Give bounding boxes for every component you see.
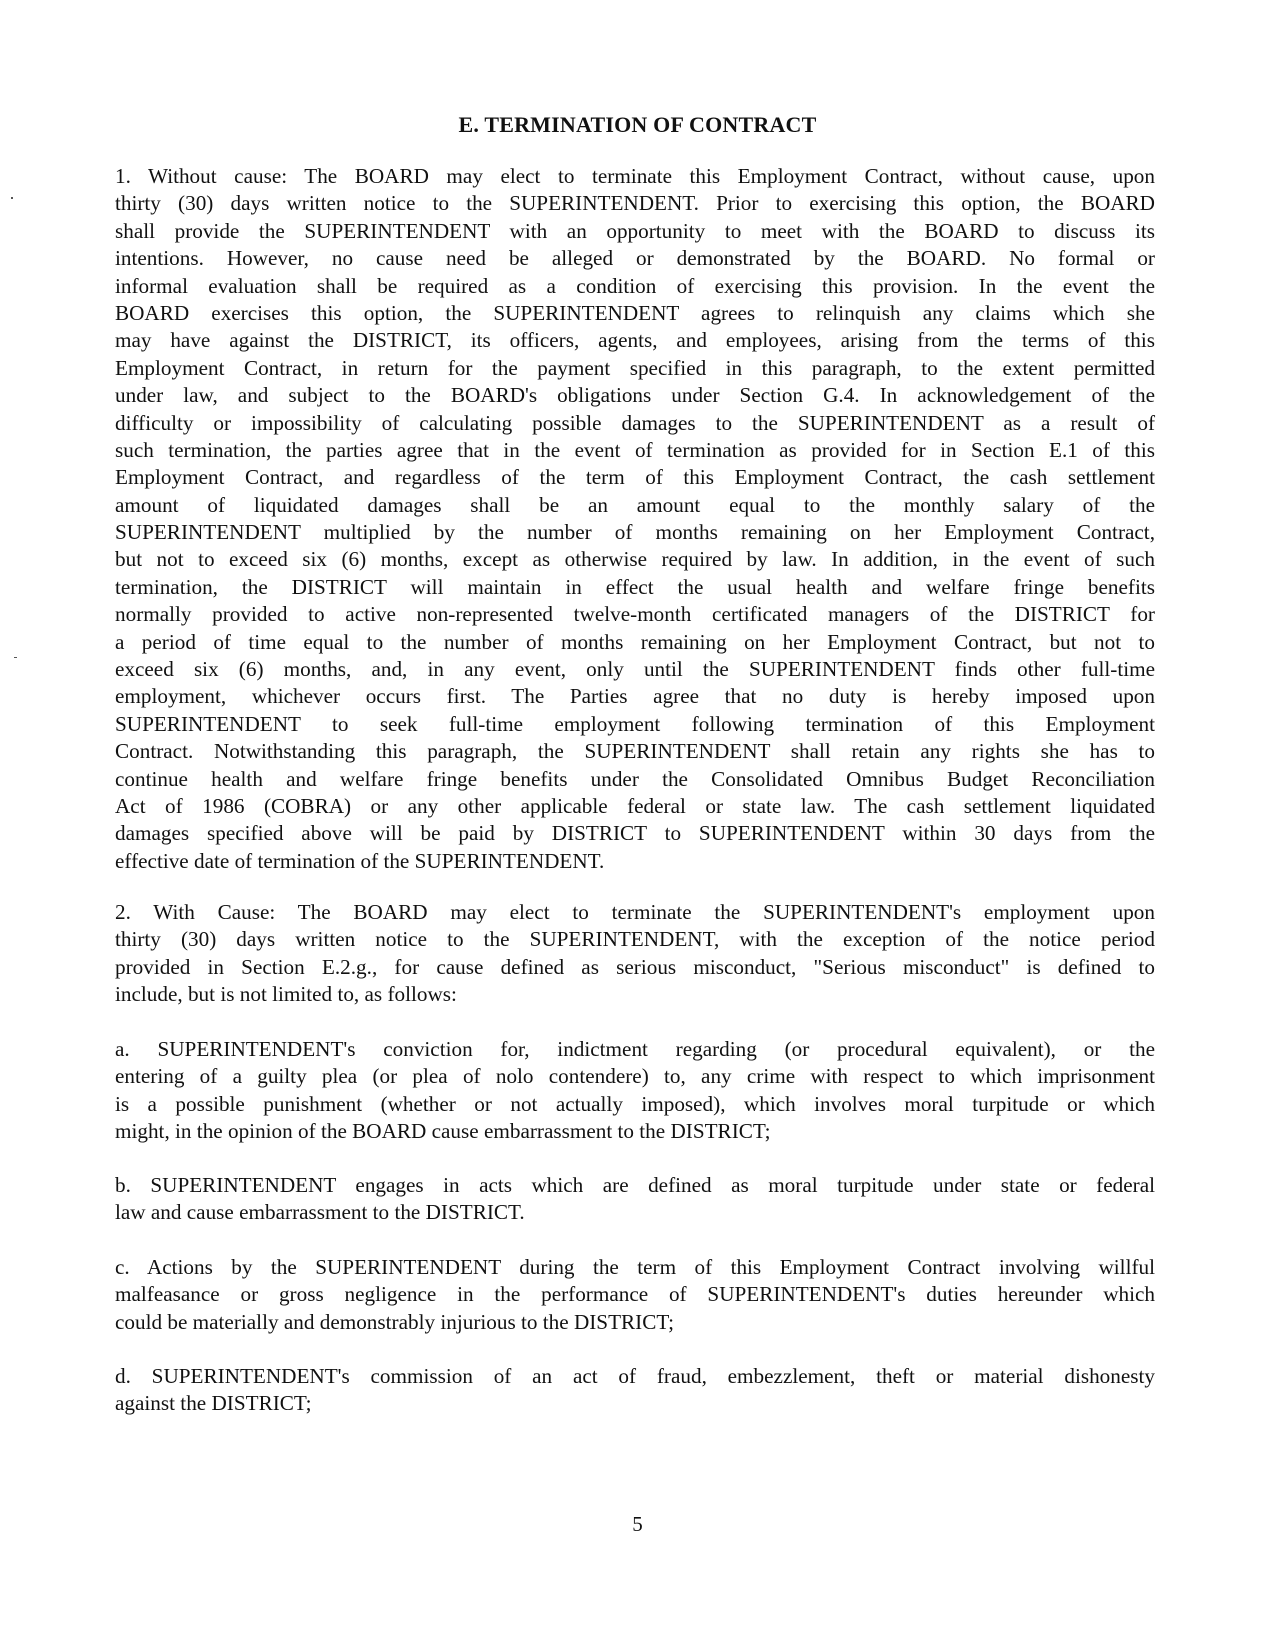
list-item-b — [115, 1172, 1155, 1227]
text-line: Act of 1986 (COBRA) or any other applicable federal or state law. The cash settlement liquidated — [115, 793, 1155, 818]
text-line: normally provided to active non-represented twelve-month certificated managers of the DISTRICT for — [115, 602, 1155, 627]
text-line: malfeasance or gross negligence in the performance of SUPERINTENDENT's duties hereunder which — [115, 1282, 1155, 1307]
text-line: under law, and subject to the BOARD's obligations under Section G.4. In acknowledgement of the — [115, 383, 1155, 408]
text-line: intentions. However, no cause need be alleged or demonstrated by the BOARD. No formal or — [115, 246, 1155, 271]
text-line: 2. With Cause: The BOARD may elect to terminate the SUPERINTENDENT's employment upon — [115, 900, 1155, 924]
text-line: thirty (30) days written notice to the SUPERINTENDENT, with the exception of the notice period — [115, 927, 1155, 952]
text-line: difficulty or impossibility of calculating possible damages to the SUPERINTENDENT as a result of — [115, 410, 1155, 435]
text-line: SUPERINTENDENT multiplied by the number of months remaining on her Employment Contract, — [115, 520, 1155, 545]
text-line: could be materially and demonstrably injurious to the DISTRICT; — [115, 1309, 675, 1334]
text-line: continue health and welfare fringe benefits under the Consolidated Omnibus Budget Reconciliation — [115, 766, 1155, 791]
text-line: Contract. Notwithstanding this paragraph, the SUPERINTENDENT shall retain any rights she has to — [115, 739, 1155, 764]
text-line: a period of time equal to the number of months remaining on her Employment Contract, but not to — [115, 629, 1155, 654]
text-line: amount of liquidated damages shall be an amount equal to the monthly salary of the — [115, 492, 1155, 517]
page-number: 5 — [632, 1512, 643, 1536]
list-item-c — [115, 1254, 1155, 1336]
list-item-a — [115, 1036, 1155, 1146]
section-heading: E. TERMINATION OF CONTRACT — [458, 112, 817, 137]
text-line: termination, the DISTRICT will maintain in effect the usual health and welfare fringe benefits — [115, 574, 1155, 599]
text-line: against the DISTRICT; — [115, 1391, 312, 1416]
text-line: effective date of termination of the SUPERINTENDENT. — [115, 848, 605, 873]
text-line: employment, whichever occurs first. The Parties agree that no duty is hereby imposed upon — [115, 684, 1155, 709]
text-line: Employment Contract, in return for the payment specified in this paragraph, to the extent permitted — [115, 355, 1155, 380]
text-line: exceed six (6) months, and, in any event, only until the SUPERINTENDENT finds other full-time — [115, 657, 1155, 682]
scan-speck — [11, 197, 13, 199]
text-line: shall provide the SUPERINTENDENT with an opportunity to meet with the BOARD to discuss its — [115, 218, 1155, 243]
text-line: is a possible punishment (whether or not actually imposed), which involves moral turpitude or which — [115, 1091, 1155, 1116]
text-line: 1. Without cause: The BOARD may elect to terminate this Employment Contract, without cause, upon — [115, 164, 1155, 188]
text-line: d. SUPERINTENDENT's commission of an act of fraud, embezzlement, theft or material dishonesty — [115, 1364, 1155, 1388]
text-line: include, but is not limited to, as follows: — [115, 982, 457, 1007]
paragraph-without-cause — [115, 163, 1155, 875]
text-line: BOARD exercises this option, the SUPERINTENDENT agrees to relinquish any claims which she — [115, 300, 1155, 325]
text-line: but not to exceed six (6) months, except as otherwise required by law. In addition, in the event of such — [115, 547, 1155, 572]
text-line: thirty (30) days written notice to the SUPERINTENDENT. Prior to exercising this option, the BOARD — [115, 191, 1155, 216]
text-line: entering of a guilty plea (or plea of nolo contendere) to, any crime with respect to which imprisonment — [115, 1064, 1155, 1089]
text-line: b. SUPERINTENDENT engages in acts which are defined as moral turpitude under state or federal — [115, 1173, 1155, 1197]
text-line: a. SUPERINTENDENT's conviction for, indictment regarding (or procedural equivalent), or the — [115, 1037, 1155, 1061]
text-line: damages specified above will be paid by DISTRICT to SUPERINTENDENT within 30 days from the — [115, 821, 1155, 846]
text-line: provided in Section E.2.g., for cause defined as serious misconduct, "Serious misconduct" is defined to — [115, 954, 1155, 979]
text-line: Employment Contract, and regardless of the term of this Employment Contract, the cash settlement — [115, 465, 1155, 490]
text-line: informal evaluation shall be required as a condition of exercising this provision. In the event the — [115, 273, 1155, 298]
text-line: SUPERINTENDENT to seek full-time employment following termination of this Employment — [115, 711, 1155, 736]
list-item-d — [115, 1363, 1155, 1418]
text-line: law and cause embarrassment to the DISTRICT. — [115, 1200, 525, 1225]
text-line: may have against the DISTRICT, its officers, agents, and employees, arising from the terms of this — [115, 328, 1155, 353]
scan-speck — [14, 657, 17, 658]
text-line: c. Actions by the SUPERINTENDENT during the term of this Employment Contract involving willful — [115, 1255, 1155, 1279]
text-line: might, in the opinion of the BOARD cause embarrassment to the DISTRICT; — [115, 1119, 771, 1144]
paragraph-with-cause — [115, 899, 1155, 1009]
text-line: such termination, the parties agree that in the event of termination as provided for in Section E.1 of this — [115, 437, 1155, 462]
